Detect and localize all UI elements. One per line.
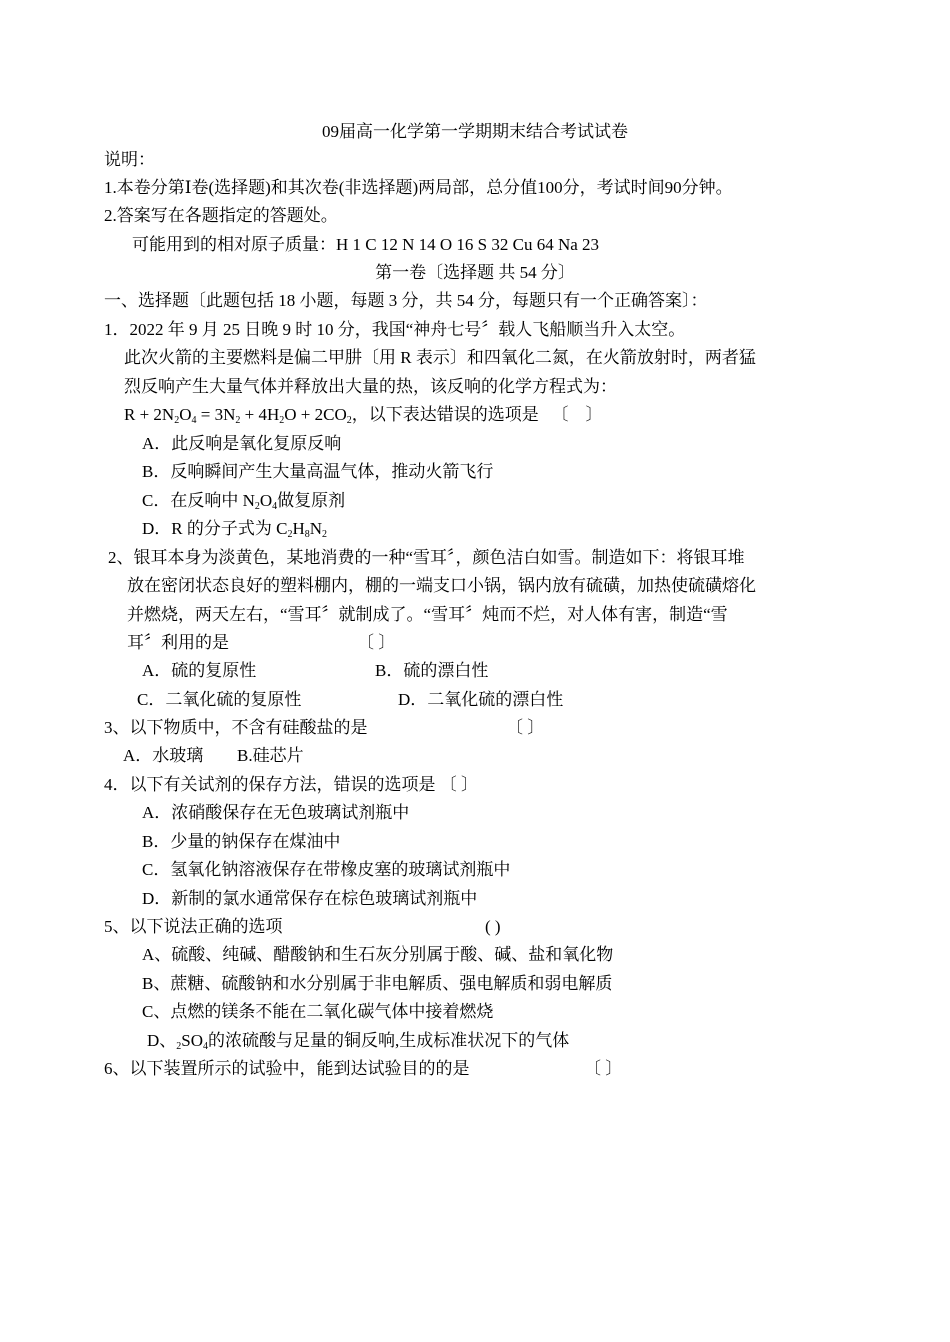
instruction-item: 2.答案写在各题指定的答题处。 xyxy=(104,206,338,225)
question-6-answer-bracket: 〔 〕 xyxy=(584,1059,623,1078)
question-6-stem: 6、以下装置所示的试验中，能到达试验目的的是 xyxy=(104,1059,470,1078)
question-2-stem: 并燃烧，两天左右，“雪耳〞就制成了。“雪耳〞炖而不烂，对人体有害，制造“雪 xyxy=(127,605,728,624)
question-5-answer-bracket: ( ) xyxy=(485,917,501,936)
question-1-option-b: B．反响瞬间产生大量高温气体，推动火箭飞行 xyxy=(142,462,494,481)
question-5-option-d: D、$_2SO_4$的浓硫酸与足量的铜反响,生成标准状况下的气体 xyxy=(147,1031,570,1052)
question-1-option-d: D．R 的分子式为 $C_2H_8N_2$ xyxy=(142,519,328,540)
question-1-option-c: C．在反响中 $N_2O_4$做复原剂 xyxy=(142,491,346,512)
question-2-option-a: A．硫的复原性 xyxy=(142,661,257,680)
question-4-option-b: B．少量的钠保存在煤油中 xyxy=(142,832,341,851)
question-3-option-b: B.硅芯片 xyxy=(237,746,304,765)
question-5-option-a: A、硫酸、纯碱、醋酸钠和生石灰分别属于酸、碱、盐和氧化物 xyxy=(142,945,614,964)
question-2-option-b: B．硫的漂白性 xyxy=(375,661,489,680)
question-4-option-c: C．氢氧化钠溶液保存在带橡皮塞的玻璃试剂瓶中 xyxy=(142,860,511,879)
question-2-stem: 2、银耳本身为淡黄色，某地消费的一种“雪耳〞，颜色洁白如雪。制造如下：将银耳堆 xyxy=(108,548,745,567)
question-2-option-d: D．二氧化硫的漂白性 xyxy=(398,690,564,709)
question-1-stem: 烈反响产生大量气体并释放出大量的热，该反响的化学方程式为： xyxy=(124,377,617,396)
question-1-equation: $R + 2N_2O_4 = 3N_2 + 4H_2O + 2CO_2$，以下表达错误的选项是 〔 〕 xyxy=(124,405,603,426)
section-title: 第一卷〔选择题 共 54 分〕 xyxy=(375,263,575,282)
part-heading: 一、选择题〔此题包括 18 小题，每题 3 分，共 54 分，每题只有一个正确答案〕： xyxy=(104,291,708,310)
question-5-stem: 5、以下说法正确的选项 xyxy=(104,917,283,936)
question-3-stem: 3、以下物质中，不含有硅酸盐的是 xyxy=(104,718,368,737)
question-3-option-a: A．水玻璃 xyxy=(123,746,204,765)
page-title: 09届高一化学第一学期期末结合考试试卷 xyxy=(322,122,628,141)
instructions-heading: 说明： xyxy=(104,150,155,169)
atomic-masses: 可能用到的相对原子质量：H 1 C 12 N 14 O 16 S 32 Cu 64 Na 23 xyxy=(132,235,600,254)
question-4-option-a: A．浓硝酸保存在无色玻璃试剂瓶中 xyxy=(142,803,410,822)
instruction-item: 1.本卷分第Ⅰ卷(选择题)和其次卷(非选择题)两局部，总分值100分，考试时间90分钟。 xyxy=(104,178,733,197)
question-1-stem: 此次火箭的主要燃料是偏二甲肼〔用 R 表示〕和四氧化二氮，在火箭放射时，两者猛 xyxy=(124,348,756,367)
question-4-option-d: D．新制的氯水通常保存在棕色玻璃试剂瓶中 xyxy=(142,889,478,908)
question-4-stem: 4．以下有关试剂的保存方法，错误的选项是 〔 〕 xyxy=(104,775,478,794)
question-2-stem: 放在密闭状态良好的塑料棚内，棚的一端支口小锅，锅内放有硫磺，加热使硫磺熔化 xyxy=(127,576,756,595)
question-5-option-b: B、蔗糖、硫酸钠和水分别属于非电解质、强电解质和弱电解质 xyxy=(142,974,613,993)
question-3-answer-bracket: 〔 〕 xyxy=(506,718,545,737)
question-1-stem: 1．2022 年 9 月 25 日晚 9 时 10 分，我国“神舟七号〞载人飞船顺当升入太空。 xyxy=(104,320,686,339)
question-1-option-a: A．此反响是氧化复原反响 xyxy=(142,434,342,453)
question-2-stem: 耳〞利用的是 xyxy=(127,633,229,652)
question-2-option-c: C．二氧化硫的复原性 xyxy=(137,690,302,709)
question-5-option-c: C、点燃的镁条不能在二氧化碳气体中接着燃烧 xyxy=(142,1002,494,1021)
question-2-answer-bracket: 〔 〕 xyxy=(357,633,396,652)
